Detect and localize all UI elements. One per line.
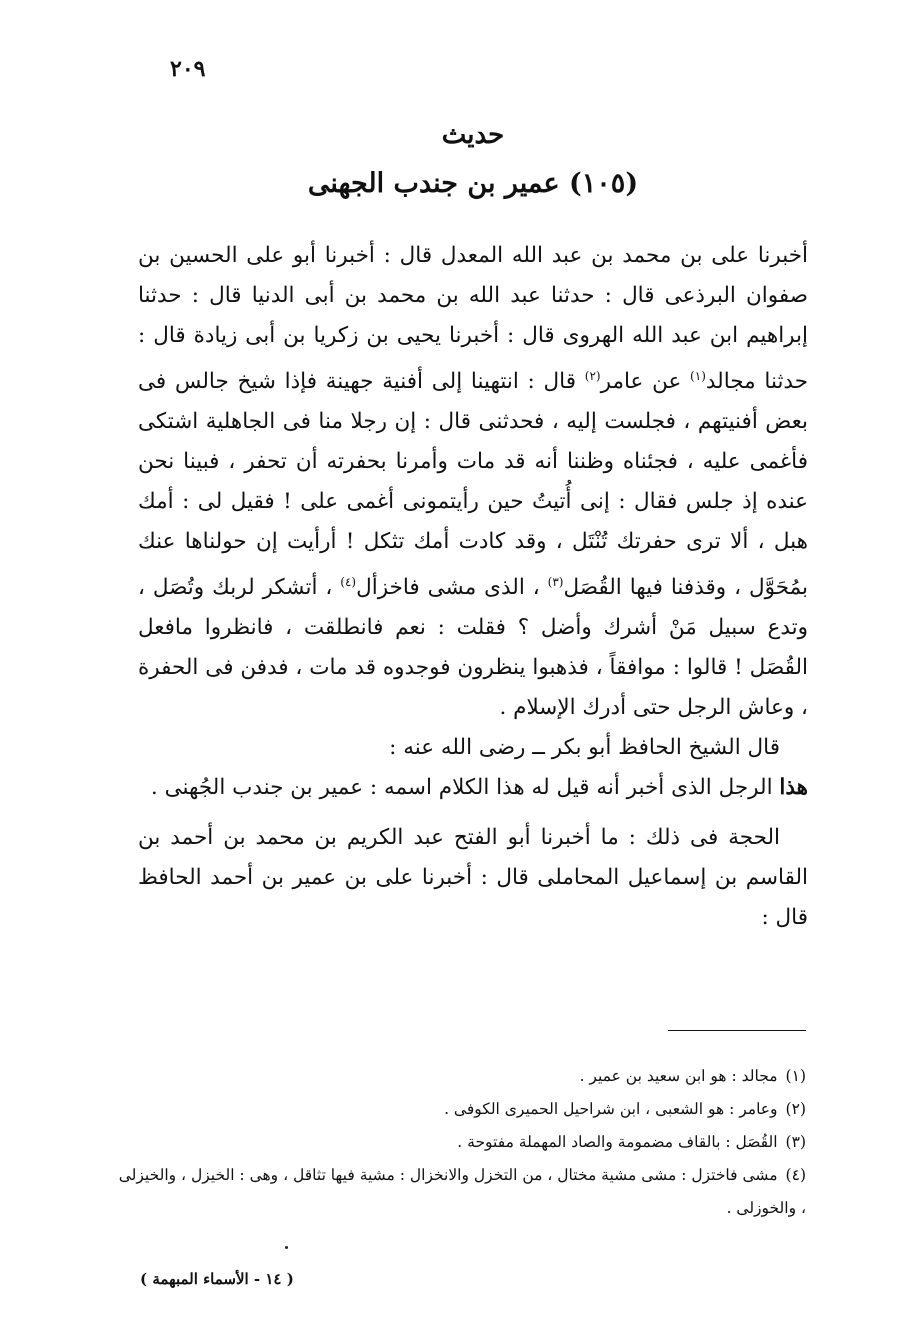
text-run: الرجل الذى أخبر أنه قيل له هذا الكلام اسمه : عمير بن جندب الجُهنى . <box>150 775 780 801</box>
footnotes <box>116 1060 806 1225</box>
footnote-ref-1: (١) <box>690 369 706 383</box>
footnote-text: مجالد : هو ابن سعيد بن عمير . <box>579 1067 778 1085</box>
footnote-text: القُصَل : بالقاف مضمومة والصاد المهملة مفتوحة . <box>457 1133 778 1151</box>
footnote <box>116 1126 806 1159</box>
paragraph-identification <box>138 768 808 808</box>
text-run: عن عامر <box>600 369 691 395</box>
footnote-separator <box>668 1030 806 1031</box>
footnote-ref-4: (٤) <box>340 575 357 590</box>
section-heading: حديث <box>441 120 505 150</box>
footnote <box>116 1159 806 1225</box>
stray-mark <box>285 1246 288 1249</box>
footnote-text: مشى فاختزل : مشى مشية مختال ، من التخزل والانخزال : مشية فيها تثاقل ، وهى : الخيزل ، والخيزلى ، والخوزلى . <box>118 1166 806 1217</box>
footnote <box>116 1093 806 1126</box>
paragraph-proof: الحجة فى ذلك : ما أخبرنا أبو الفتح عبد الكريم بن محمد بن أحمد بن القاسم بن إسماعيل المحاملى قال : أخبرنا على بن عمير بن أحمد الحافظ قال : <box>138 825 808 931</box>
footnote <box>116 1060 806 1093</box>
footnote-number: (٢) <box>785 1100 806 1118</box>
text-run: أخبرنا على بن محمد بن عبد الله المعدل قال : أخبرنا أبو على الحسين بن صفوان البرذعى قال : حدثنا عبد الله بن محمد بن أبى الدنيا قال : حدثنا إبراهيم ابن عبد الله الهروى قال : أخبرنا يحيى بن زكريا بن أبى زيادة قال : حدثنا مجالد <box>138 243 809 395</box>
text-run: قال : انتهينا إلى أفنية جهينة فإذا شيخ جالس فى بعض أفنيتهم ، فجلست إليه ، فحدثنى قال : إن رجلا منا فى الجاهلية اشتكى فأغمى عليه ، فجئناه وظننا أنه قد مات وأمرنا بحفرته أن تحفر ، فبينا نحن عنده إذ جلس فقال : إنى أُتيتُ حين رأيتمونى أغمى على ! فقيل لى : أمك هبل ، ألا ترى حفرتك تُنْتَل ، وقد كادت أمك تثكل ! أرأيت إن حولناها عنك بمُحَوَّل ، وقذفنا فيها القُصَل <box>138 369 808 601</box>
chapter-title: (١٠٥) عمير بن جندب الجهنى <box>307 168 639 199</box>
text-run: ، أتشكر لربك وتُصَل ، وتدع سبيل مَنْ أشرك وأضل ؟ فقلت : نعم فانطلقت ، فانظروا مافعل القُصَل ! قالوا : موافقاً ، فذهبوا ينظرون فوجدوه قد مات ، فدفن فى الحفرة ، وعاش الرجل حتى أدرك الإسلام . <box>138 575 808 721</box>
signature-label: ( ١٤ - الأسماء المبهمة ) <box>140 1270 294 1288</box>
paragraph-comment: قال الشيخ الحافظ أبو بكر ــ رضى الله عنه : <box>389 735 780 761</box>
text-run: ، الذى مشى فاخزأل <box>356 575 548 601</box>
footnote-text: وعامر : هو الشعبى ، ابن شراحيل الحميرى الكوفى . <box>444 1100 778 1118</box>
footnote-number: (٣) <box>785 1133 806 1151</box>
footnote-ref-2: (٢) <box>584 369 601 383</box>
main-text <box>138 236 808 938</box>
footnote-number: (٤) <box>785 1166 806 1184</box>
footnote-ref-3: (٣) <box>547 575 564 590</box>
footnote-number: (١) <box>785 1067 806 1085</box>
paragraph-isnad <box>138 236 808 728</box>
page-number: ٢٠٩ <box>170 56 206 82</box>
bold-word: هذا <box>779 775 808 801</box>
